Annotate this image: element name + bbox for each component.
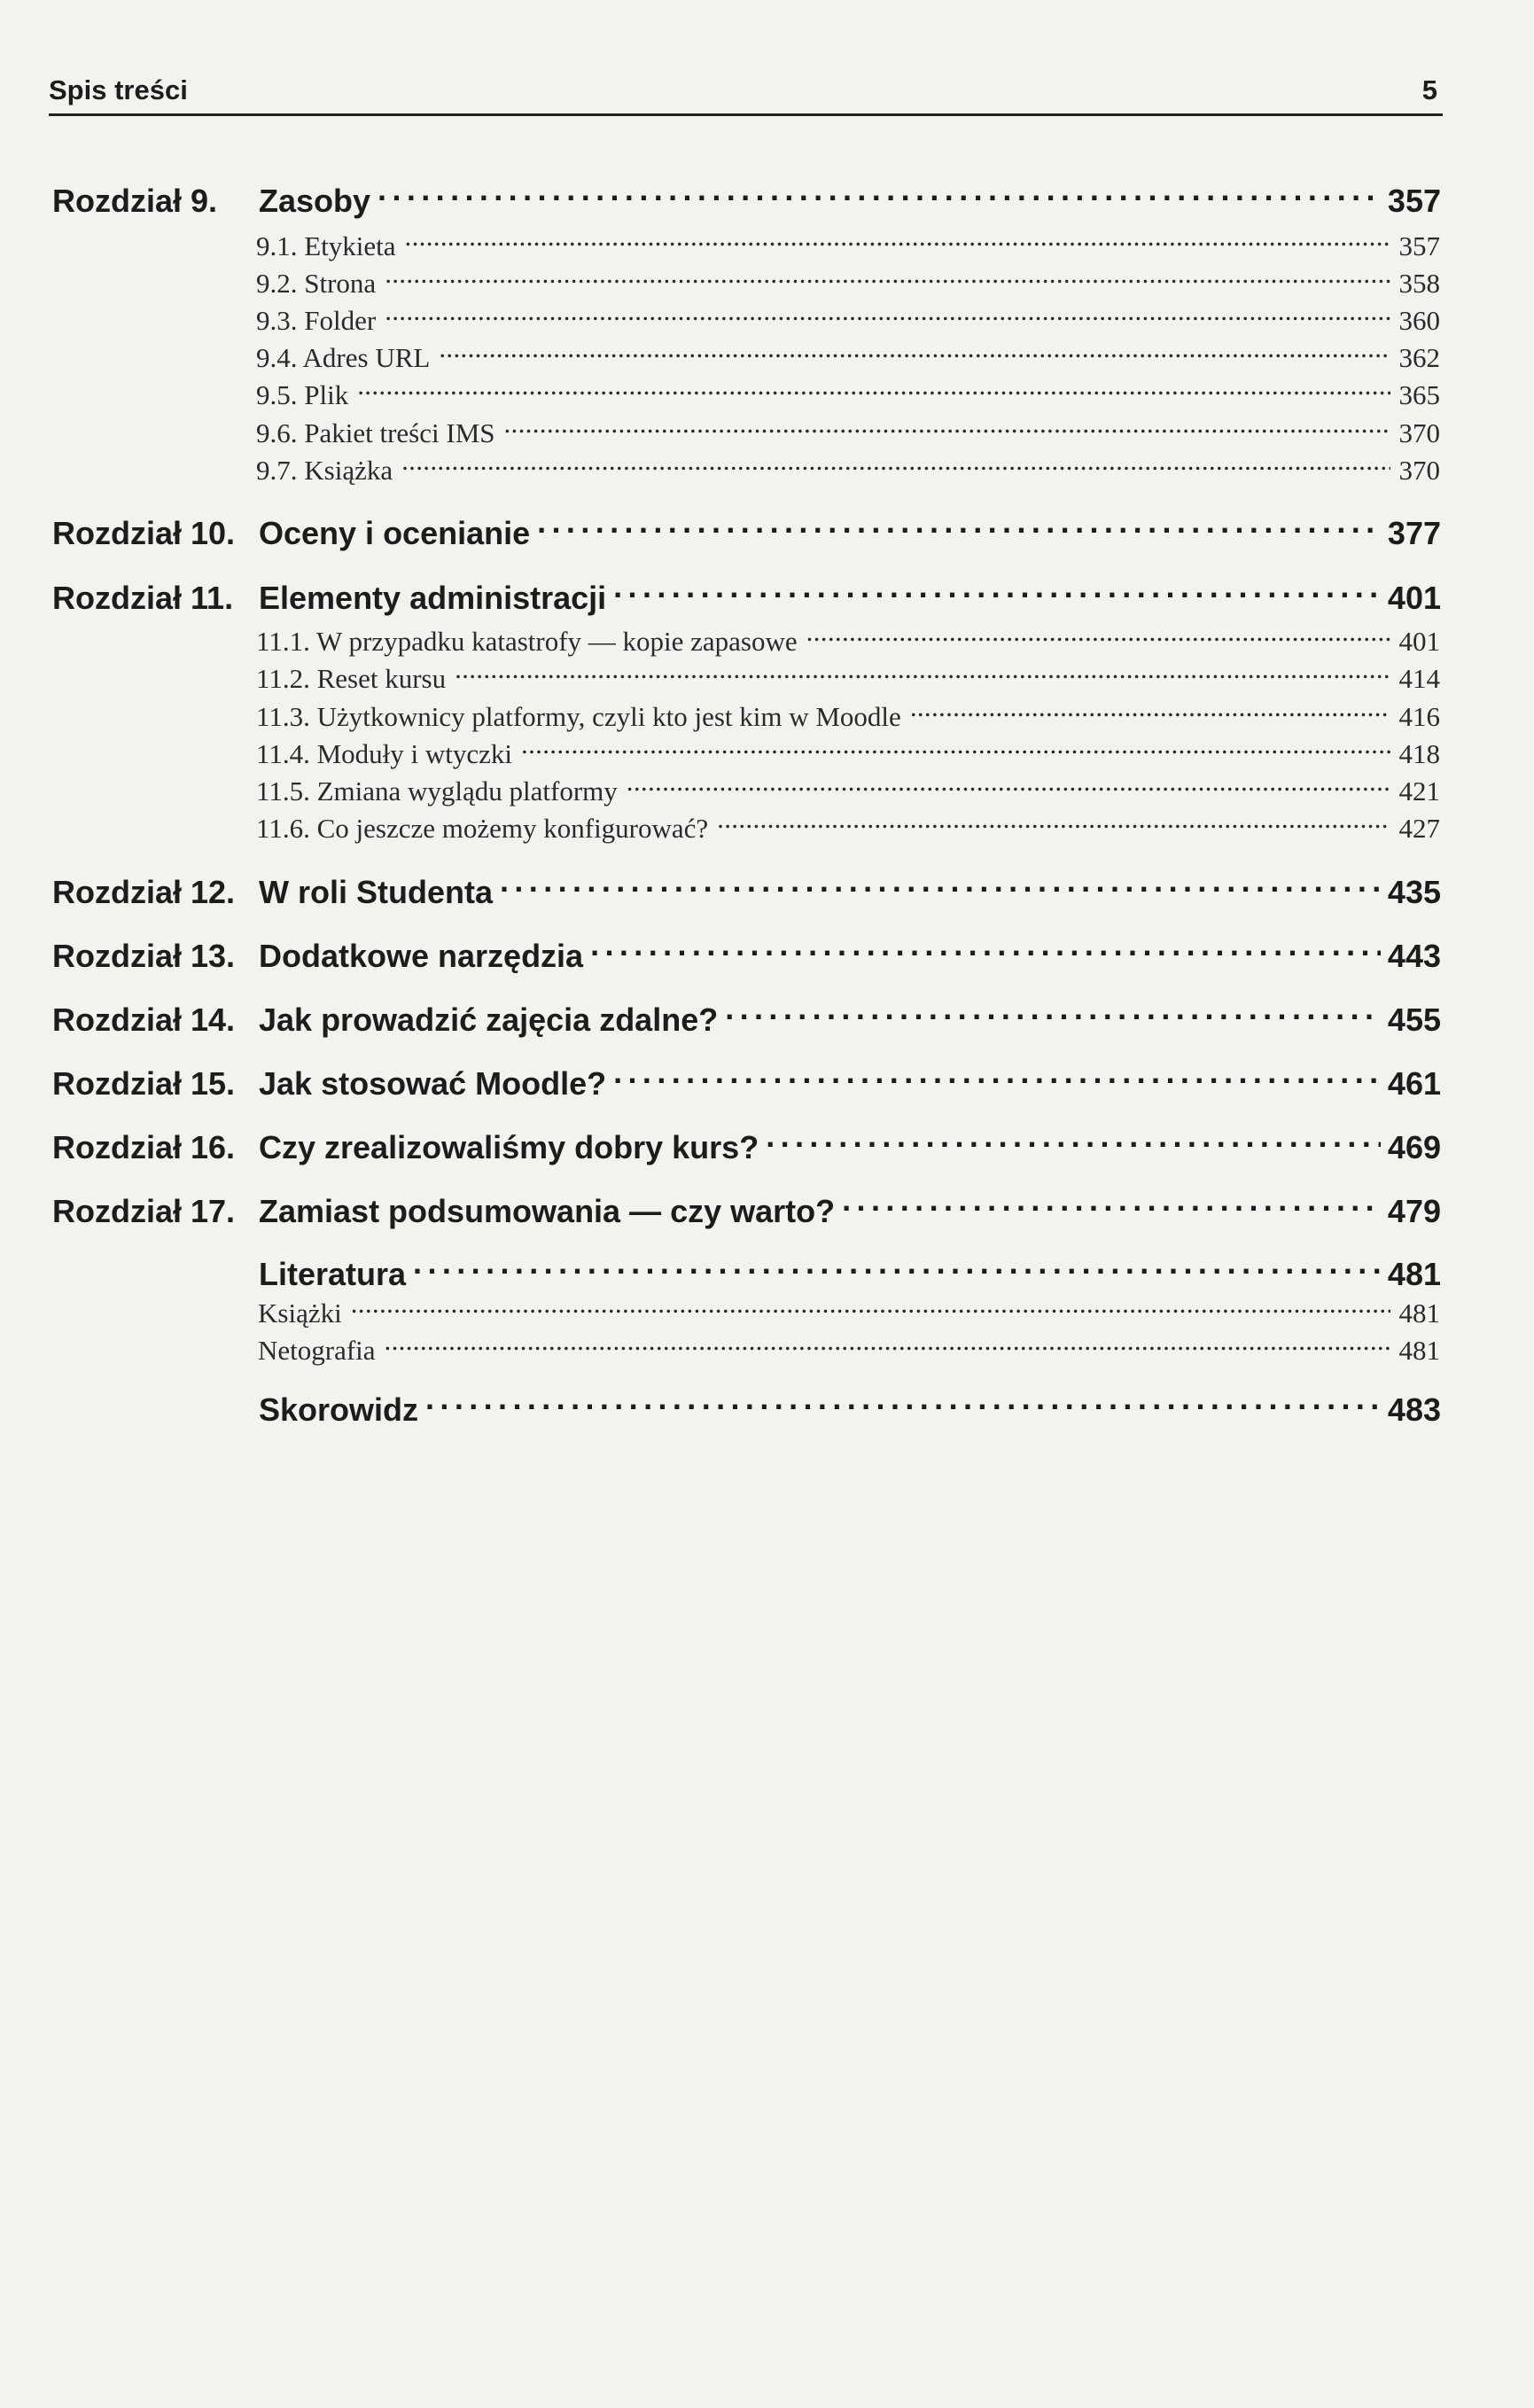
- page-number: 481: [1387, 1256, 1441, 1292]
- literature-title: Literatura: [259, 1256, 407, 1292]
- page-number: 469: [1387, 1129, 1441, 1165]
- section-title: 9.2. Strona: [256, 268, 377, 299]
- dot-leader: [385, 1332, 1390, 1360]
- chapter-title: Oceny i ocenianie: [259, 515, 531, 551]
- toc-literatura: [259, 1253, 1441, 1293]
- toc-section-11-3: [256, 698, 1440, 733]
- toc-section-9-7: [256, 452, 1440, 487]
- dot-leader: [439, 339, 1390, 367]
- toc-section-11-5: [256, 773, 1440, 807]
- dot-leader: [405, 228, 1390, 255]
- page-number: 360: [1398, 305, 1440, 336]
- dot-leader: [521, 736, 1390, 763]
- toc-section-9-5: [256, 377, 1440, 411]
- toc-skorowidz: [259, 1389, 1441, 1429]
- page-number: 370: [1398, 417, 1440, 448]
- section-title: 11.4. Moduły i wtyczki: [256, 738, 513, 769]
- toc-literatura-ksiazki: [258, 1295, 1440, 1329]
- chapter-title: W roli Studenta: [259, 874, 493, 910]
- dot-leader: [725, 999, 1381, 1031]
- page-number: 435: [1387, 874, 1441, 910]
- page-number: 414: [1398, 663, 1440, 694]
- toc-chapter-15: [52, 1063, 1441, 1103]
- chapter-number: Rozdział 9.: [52, 183, 218, 219]
- dot-leader: [425, 1389, 1381, 1421]
- section-title: Książki: [258, 1298, 342, 1329]
- section-title: 9.4. Adres URL: [256, 342, 431, 373]
- chapter-number: Rozdział 16.: [52, 1129, 236, 1165]
- page-number: 421: [1398, 775, 1440, 807]
- toc-chapter-10: [52, 512, 1441, 552]
- dot-leader: [378, 180, 1381, 212]
- chapter-number: Rozdział 10.: [52, 515, 236, 551]
- dot-leader: [613, 1063, 1381, 1095]
- running-head: [49, 74, 1443, 116]
- section-title: 11.1. W przypadku katastrofy — kopie zapasowe: [256, 626, 798, 657]
- section-title: 11.5. Zmiana wyglądu platformy: [256, 775, 618, 807]
- toc-section-9-2: [256, 265, 1440, 300]
- chapter-number: Rozdział 11.: [52, 580, 234, 616]
- section-title: 9.6. Pakiet treści IMS: [256, 417, 495, 448]
- chapter-number: Rozdział 13.: [52, 938, 236, 974]
- dot-leader: [351, 1295, 1390, 1322]
- chapter-number: Rozdział 14.: [52, 1001, 236, 1038]
- running-head-page-number: 5: [1421, 74, 1437, 105]
- dot-leader: [500, 871, 1381, 903]
- toc-literatura-netografia: [258, 1332, 1440, 1367]
- page-number: 357: [1387, 183, 1441, 219]
- dot-leader: [413, 1253, 1381, 1285]
- section-title: 11.2. Reset kursu: [256, 663, 447, 694]
- dot-leader: [717, 810, 1390, 838]
- chapter-number: Rozdział 12.: [52, 874, 236, 910]
- dot-leader: [627, 773, 1390, 800]
- dot-leader: [401, 452, 1390, 479]
- section-title: 9.3. Folder: [256, 305, 377, 336]
- toc-section-9-4: [256, 339, 1440, 374]
- page-number: 377: [1387, 515, 1441, 551]
- page-number: 455: [1387, 1001, 1441, 1038]
- dot-leader: [590, 935, 1381, 967]
- page-number: 461: [1387, 1065, 1441, 1102]
- page-number: 365: [1398, 379, 1440, 410]
- dot-leader: [385, 265, 1390, 292]
- chapter-title: Dodatkowe narzędzia: [259, 938, 584, 974]
- section-title: 9.5. Plik: [256, 379, 349, 410]
- page-number: 427: [1398, 813, 1440, 844]
- dot-leader: [455, 660, 1390, 688]
- page-number: 358: [1398, 268, 1440, 299]
- dot-leader: [806, 623, 1390, 651]
- toc-chapter-17: [52, 1190, 1441, 1230]
- toc-section-9-6: [256, 415, 1440, 449]
- page-number: 483: [1387, 1391, 1441, 1428]
- page-number: 362: [1398, 342, 1440, 373]
- toc-section-9-3: [256, 302, 1440, 337]
- dot-leader: [613, 577, 1381, 609]
- toc-section-9-1: [256, 228, 1440, 262]
- toc-section-11-2: [256, 660, 1440, 695]
- page-number: 416: [1398, 701, 1440, 732]
- section-title: Netografia: [258, 1335, 376, 1366]
- index-title: Skorowidz: [259, 1391, 419, 1428]
- page-number: 418: [1398, 738, 1440, 769]
- dot-leader: [766, 1126, 1381, 1158]
- chapter-title: Zamiast podsumowania — czy warto?: [259, 1193, 836, 1229]
- chapter-title: Czy zrealizowaliśmy dobry kurs?: [259, 1129, 759, 1165]
- section-title: 9.7. Książka: [256, 455, 393, 486]
- chapter-title: Jak prowadzić zajęcia zdalne?: [259, 1001, 719, 1038]
- section-title: 9.1. Etykieta: [256, 230, 396, 261]
- page-number: 481: [1398, 1298, 1440, 1329]
- page-number: 401: [1398, 626, 1440, 657]
- toc-chapter-11: [52, 577, 1441, 617]
- dot-leader: [537, 512, 1381, 544]
- running-head-title: Spis treści: [49, 74, 188, 105]
- page-number: 479: [1387, 1193, 1441, 1229]
- dot-leader: [504, 415, 1390, 442]
- toc-chapter-16: [52, 1126, 1441, 1166]
- toc-chapter-9: [52, 180, 1441, 220]
- chapter-number: Rozdział 15.: [52, 1065, 236, 1102]
- chapter-title: Zasoby: [259, 183, 371, 219]
- toc-section-11-4: [256, 736, 1440, 770]
- page-number: 401: [1387, 580, 1441, 616]
- dot-leader: [385, 302, 1390, 330]
- toc-section-11-6: [256, 810, 1440, 845]
- chapter-title: Elementy administracji: [259, 580, 607, 616]
- chapter-number: Rozdział 17.: [52, 1193, 236, 1229]
- section-title: 11.3. Użytkownicy platformy, czyli kto jest kim w Moodle: [256, 701, 901, 732]
- page-number: 481: [1398, 1335, 1440, 1366]
- dot-leader: [357, 377, 1390, 404]
- toc-chapter-12: [52, 871, 1441, 911]
- dot-leader: [842, 1190, 1381, 1222]
- page-number: 370: [1398, 455, 1440, 486]
- section-title: 11.6. Co jeszcze możemy konfigurować?: [256, 813, 709, 844]
- toc-chapter-14: [52, 999, 1441, 1039]
- dot-leader: [910, 698, 1390, 726]
- toc-chapter-13: [52, 935, 1441, 975]
- page-number: 357: [1398, 230, 1440, 261]
- chapter-title: Jak stosować Moodle?: [259, 1065, 607, 1102]
- page-number: 443: [1387, 938, 1441, 974]
- toc-section-11-1: [256, 623, 1440, 658]
